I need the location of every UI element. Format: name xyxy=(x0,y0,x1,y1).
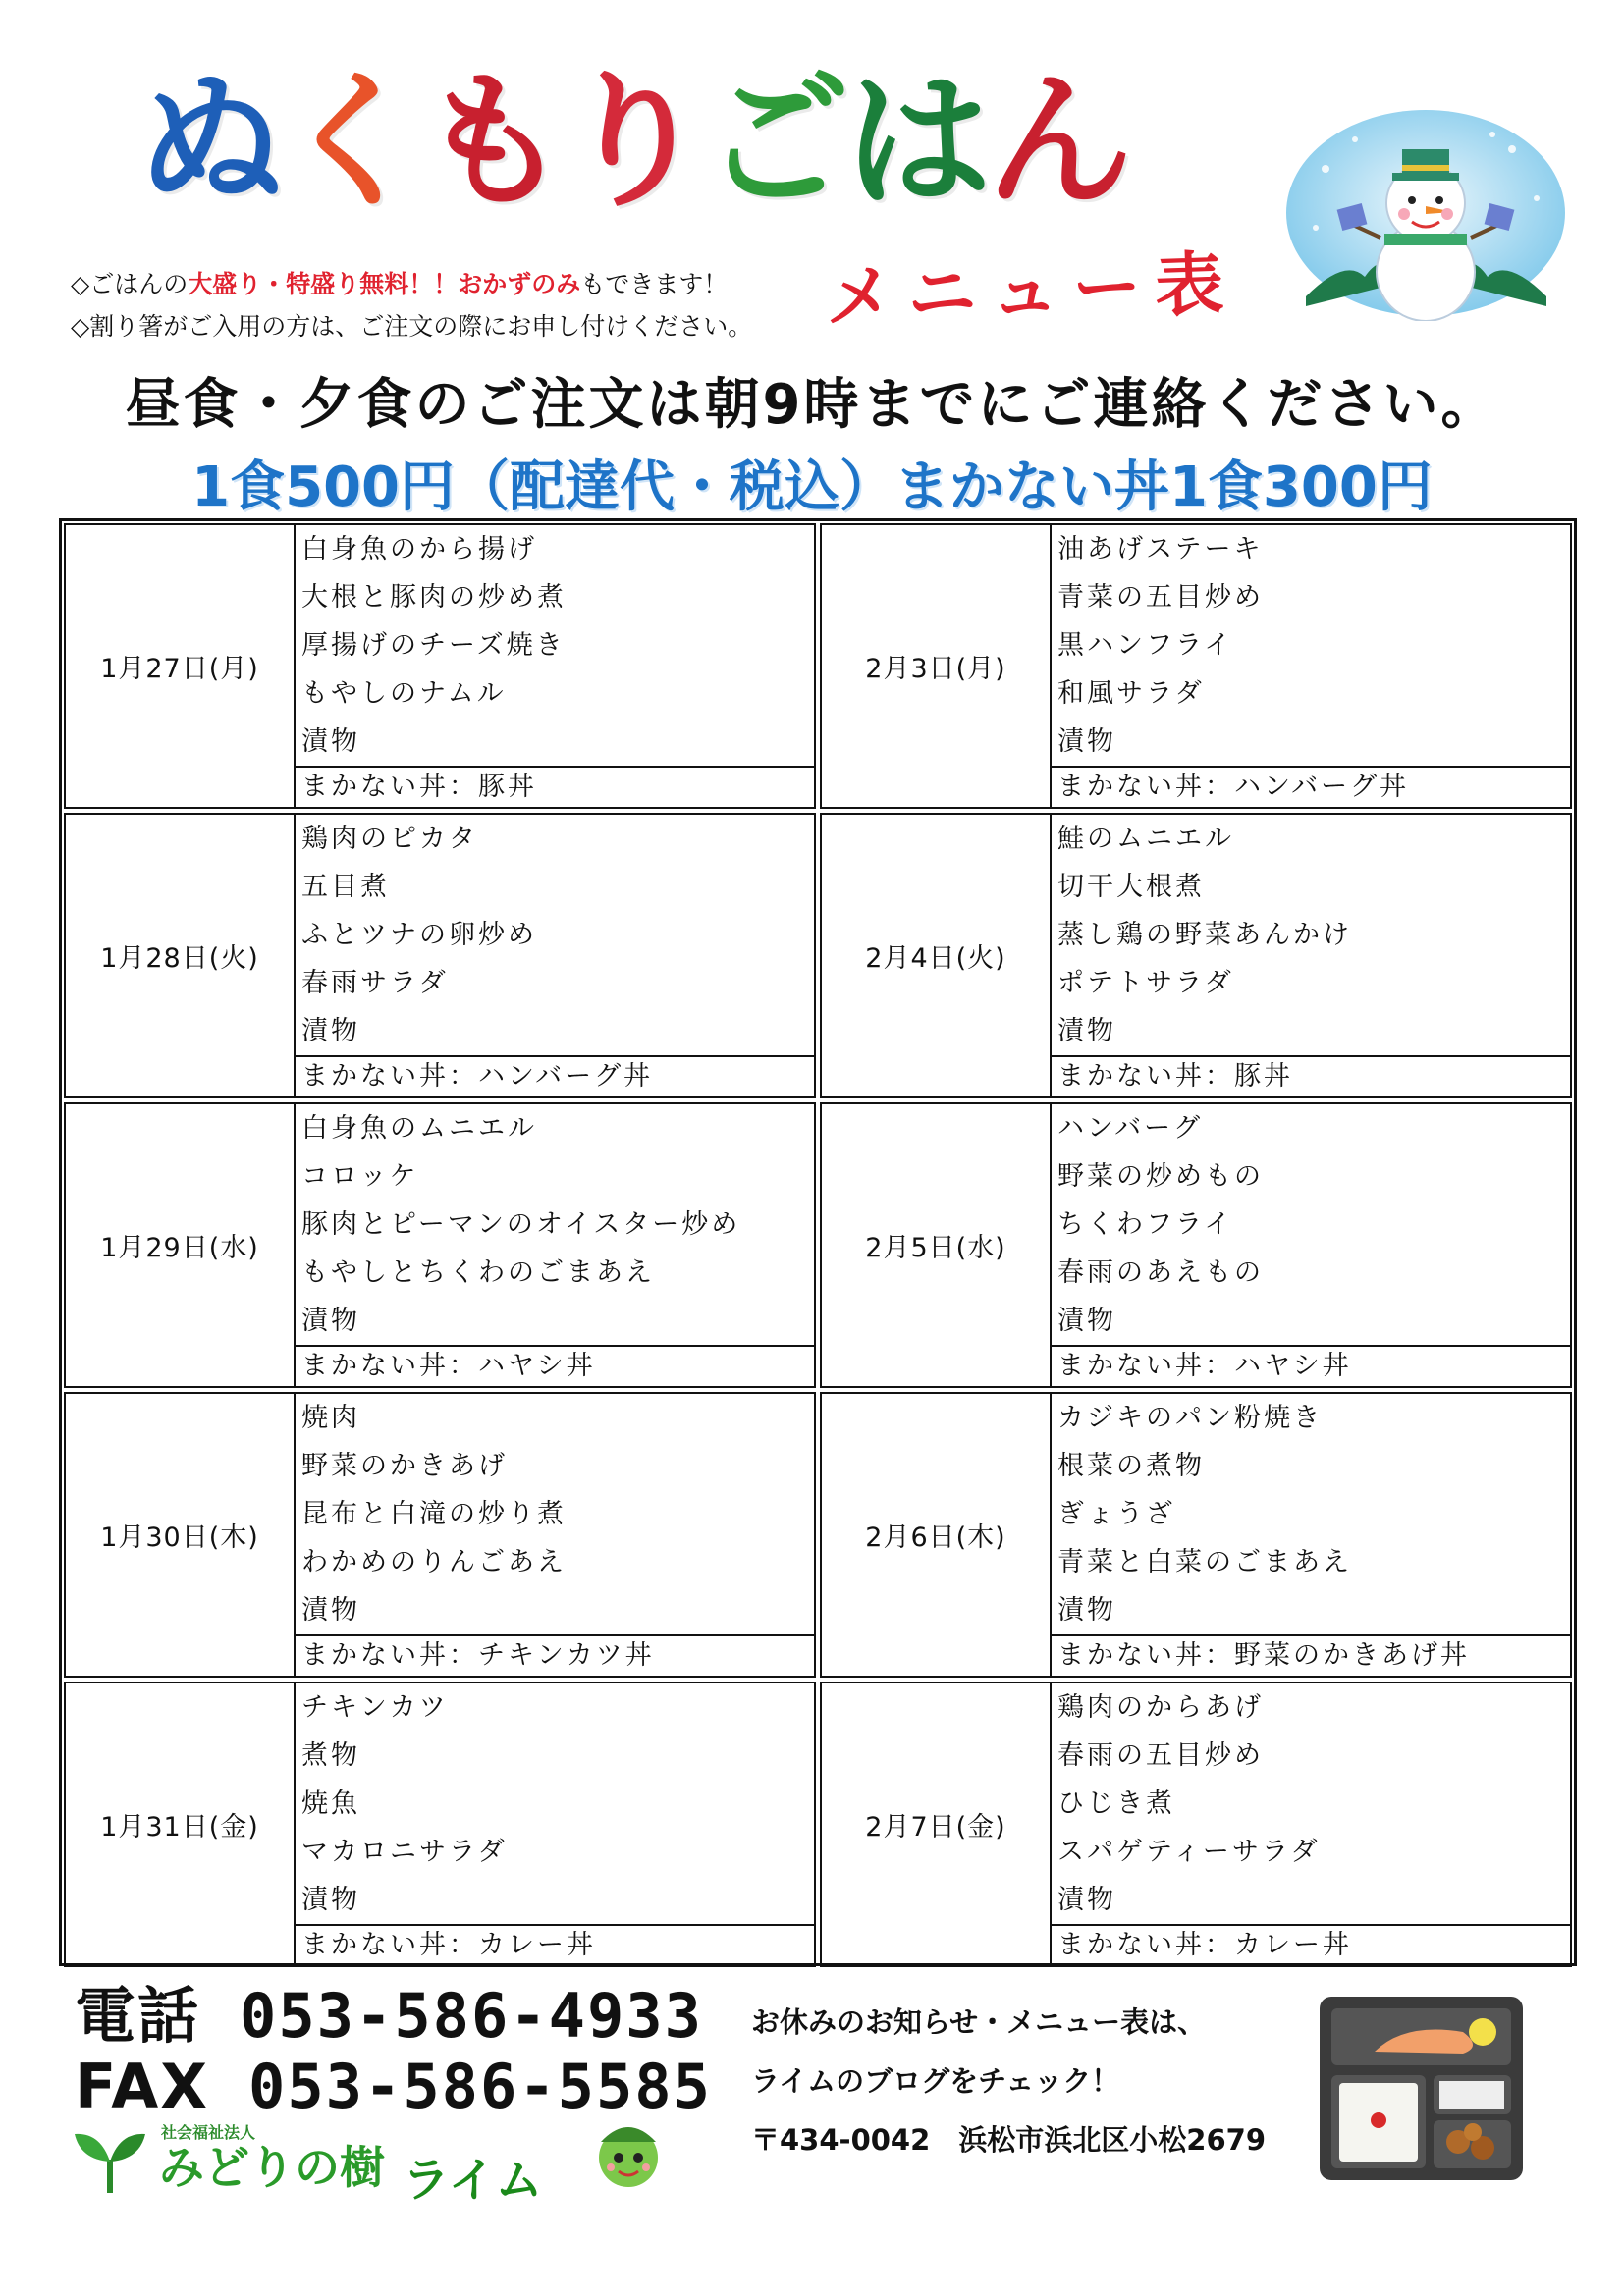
title-char: ぬ xyxy=(137,57,280,228)
facility-name: ライム xyxy=(403,2153,543,2208)
dish-item: 漬物 xyxy=(1057,1306,1116,1336)
menu-date: 2月5日(水) xyxy=(822,1104,1052,1386)
menu-date: 2月4日(火) xyxy=(822,815,1052,1096)
donburi-item: まかない丼：ハヤシ丼 xyxy=(1057,1351,1352,1381)
bento-illustration xyxy=(1316,1993,1527,2184)
menu-day xyxy=(820,1102,1572,1388)
dish-item: 白身魚のから揚げ xyxy=(301,534,537,564)
menu-day xyxy=(820,813,1572,1098)
dish-item: 漬物 xyxy=(301,726,360,757)
dish-item: 昆布と白滝の炒り煮 xyxy=(301,1499,567,1529)
dish-item: 野菜のかきあげ xyxy=(301,1451,508,1481)
menu-items xyxy=(1052,1683,1570,1965)
title-char: く xyxy=(279,57,421,228)
info-line-2: ライムのブログをチェック！ xyxy=(751,2064,1120,2098)
org-legal-type: 社会福祉法人 xyxy=(161,2123,256,2142)
dish-item: 豚肉とピーマンのオイスター炒め xyxy=(301,1209,741,1240)
dish-item: 大根と豚肉の炒め煮 xyxy=(301,582,567,613)
menu-items xyxy=(1052,1394,1570,1676)
dish-item: 油あげステーキ xyxy=(1057,534,1264,564)
title-char: ご xyxy=(703,57,845,228)
price-banner: 1食500円（配達代・税込）まかない丼1食300円 xyxy=(191,455,1433,519)
note-free-rice: ◇ごはんの大盛り・特盛り無料！！おかずのみもできます！ xyxy=(71,270,729,298)
fax-label: FAX xyxy=(75,2051,210,2122)
dish-item: もやしとちくわのごまあえ xyxy=(301,1257,655,1288)
dish-item: 切干大根煮 xyxy=(1057,872,1205,902)
dish-item: 鮭のムニエル xyxy=(1057,824,1234,854)
dish-list xyxy=(296,525,814,768)
menu-date: 1月29日(水) xyxy=(66,1104,296,1386)
dish-item: カジキのパン粉焼き xyxy=(1057,1403,1323,1433)
dish-list xyxy=(1052,525,1570,768)
menu-day xyxy=(820,523,1572,809)
dish-item: 焼魚 xyxy=(301,1789,360,1819)
dish-item: 白身魚のムニエル xyxy=(301,1113,537,1144)
dish-item: マカロニサラダ xyxy=(301,1837,508,1867)
dish-item: チキンカツ xyxy=(301,1692,449,1723)
dish-list xyxy=(296,1104,814,1347)
dish-list xyxy=(1052,1394,1570,1636)
menu-day xyxy=(64,813,816,1098)
menu-day xyxy=(64,1102,816,1388)
donburi-item: まかない丼：ハンバーグ丼 xyxy=(1057,772,1410,802)
sprout-logo-icon xyxy=(71,2126,149,2195)
fax-number: 053-586-5585 xyxy=(248,2051,712,2122)
dish-item: 野菜の炒めもの xyxy=(1057,1161,1264,1192)
phone-label: 電話 xyxy=(75,1980,201,2052)
dish-item: ひじき煮 xyxy=(1057,1789,1175,1819)
page-title xyxy=(137,57,1218,228)
menu-date: 1月28日(火) xyxy=(66,815,296,1096)
donburi-item: まかない丼：豚丼 xyxy=(1057,1061,1293,1092)
menu-day xyxy=(820,1392,1572,1678)
dish-item: 漬物 xyxy=(1057,1016,1116,1046)
dish-item: 漬物 xyxy=(1057,1595,1116,1626)
menu-day xyxy=(64,523,816,809)
title-char: り xyxy=(562,57,704,228)
snowman-illustration xyxy=(1286,110,1566,321)
dish-item: 春雨のあえもの xyxy=(1057,1257,1264,1288)
notes xyxy=(71,263,752,347)
title-char: ん xyxy=(986,57,1128,228)
dish-item: 黒ハンフライ xyxy=(1057,630,1234,661)
subtitle: メニュー表 xyxy=(823,241,1239,339)
menu-table xyxy=(59,518,1577,1966)
menu-date: 2月6日(木) xyxy=(822,1394,1052,1676)
contact-block xyxy=(75,1981,712,2122)
order-deadline-headline: 昼食・夕食のご注文は朝9時までにご連絡ください。 xyxy=(125,373,1499,437)
menu-items xyxy=(1052,815,1570,1096)
dish-list xyxy=(1052,815,1570,1057)
dish-item: もやしのナムル xyxy=(301,678,507,709)
dish-item: 焼肉 xyxy=(301,1403,360,1433)
menu-date: 2月7日(金) xyxy=(822,1683,1052,1965)
dish-item: 煮物 xyxy=(301,1740,360,1771)
menu-items xyxy=(1052,525,1570,807)
menu-items xyxy=(296,1683,814,1965)
dish-list xyxy=(1052,1104,1570,1347)
dish-item: 根菜の煮物 xyxy=(1057,1451,1205,1481)
menu-items xyxy=(296,815,814,1096)
mascot-illustration xyxy=(587,2112,670,2195)
dish-item: ちくわフライ xyxy=(1057,1209,1234,1240)
title-char: は xyxy=(844,57,987,228)
note-chopsticks: ◇割り箸がご入用の方は、ご注文の際にお申し付けください。 xyxy=(71,312,753,341)
dish-item: ふとツナの卵炒め xyxy=(301,920,537,950)
dish-list xyxy=(296,1394,814,1636)
dish-item: 厚揚げのチーズ焼き xyxy=(301,630,566,661)
menu-date: 2月3日(月) xyxy=(822,525,1052,807)
menu-day xyxy=(64,1682,816,1967)
dish-item: 漬物 xyxy=(301,1595,360,1626)
dish-item: 漬物 xyxy=(301,1306,360,1336)
menu-day xyxy=(820,1682,1572,1967)
dish-item: 和風サラダ xyxy=(1057,678,1205,709)
dish-item: 春雨サラダ xyxy=(301,968,449,998)
donburi-item: まかない丼：カレー丼 xyxy=(1057,1930,1352,1960)
dish-item: 五目煮 xyxy=(301,872,390,902)
dish-item: 漬物 xyxy=(301,1885,360,1915)
dish-item: 漬物 xyxy=(1057,726,1116,757)
dish-item: 鶏肉のピカタ xyxy=(301,824,478,854)
menu-day xyxy=(64,1392,816,1678)
dish-item: ハンバーグ xyxy=(1057,1113,1204,1144)
donburi-item: まかない丼：ハヤシ丼 xyxy=(301,1351,596,1381)
donburi-item: まかない丼：ハンバーグ丼 xyxy=(301,1061,654,1092)
dish-item: 漬物 xyxy=(1057,1885,1116,1915)
dish-item: 漬物 xyxy=(301,1016,360,1046)
menu-items xyxy=(1052,1104,1570,1386)
title-char: も xyxy=(420,57,563,228)
info-block xyxy=(751,1993,1266,2169)
menu-date: 1月31日(金) xyxy=(66,1683,296,1965)
donburi-item: まかない丼：チキンカツ丼 xyxy=(301,1640,655,1671)
menu-date: 1月27日(月) xyxy=(66,525,296,807)
address: 〒434-0042 浜松市浜北区小松2679 xyxy=(751,2123,1266,2157)
dish-item: 青菜の五目炒め xyxy=(1057,582,1264,613)
phone-number: 053-586-4933 xyxy=(240,1980,703,2052)
menu-date: 1月30日(木) xyxy=(66,1394,296,1676)
dish-list xyxy=(296,815,814,1057)
dish-item: スパゲティーサラダ xyxy=(1057,1837,1321,1867)
donburi-item: まかない丼：豚丼 xyxy=(301,772,537,802)
menu-items xyxy=(296,1394,814,1676)
info-line-1: お休みのお知らせ・メニュー表は、 xyxy=(751,2005,1207,2039)
dish-item: ぎょうざ xyxy=(1057,1499,1175,1529)
donburi-item: まかない丼：野菜のかきあげ丼 xyxy=(1057,1640,1470,1671)
dish-item: ポテトサラダ xyxy=(1057,968,1234,998)
dish-item: 蒸し鶏の野菜あんかけ xyxy=(1057,920,1352,950)
menu-items xyxy=(296,1104,814,1386)
dish-item: わかめのりんごあえ xyxy=(301,1547,567,1577)
org-name: みどりの樹 xyxy=(159,2141,385,2194)
dish-item: 鶏肉のからあげ xyxy=(1057,1692,1264,1723)
dish-item: 春雨の五目炒め xyxy=(1057,1740,1264,1771)
dish-list xyxy=(1052,1683,1570,1926)
dish-list xyxy=(296,1683,814,1926)
dish-item: コロッケ xyxy=(301,1161,419,1192)
phone-line xyxy=(75,1981,712,2052)
donburi-item: まかない丼：カレー丼 xyxy=(301,1930,596,1960)
menu-items xyxy=(296,525,814,807)
dish-item: 青菜と白菜のごまあえ xyxy=(1057,1547,1352,1577)
